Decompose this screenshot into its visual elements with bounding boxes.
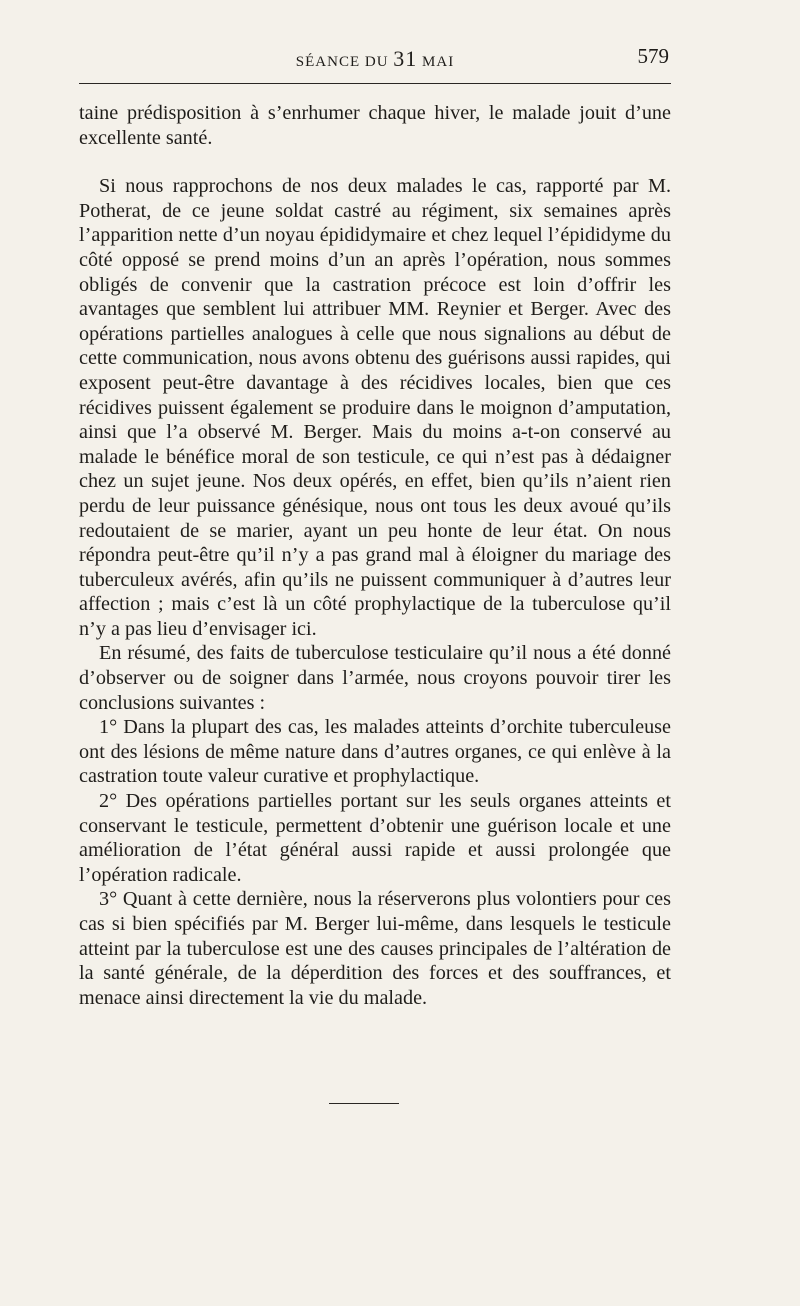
body-text <box>79 101 671 1010</box>
paragraph-summary: En résumé, des faits de tuberculose testiculaire qu’il nous a été donné d’observer ou de soigner dans l’armée, nous croyons pouvoir tirer les conclusions suivantes : <box>79 642 671 714</box>
running-title-part1: SÉANCE DU <box>295 54 394 70</box>
page-header <box>79 44 671 76</box>
end-rule <box>329 1103 399 1104</box>
paragraph-conclusion-2: 2° Des opérations partielles portant sur les seuls organes atteints et conservant le testicule, permettent d’obtenir une guérison locale et une amélioration de l’état général aussi rapide et aussi prolongée que l’opération radicale. <box>79 790 671 886</box>
running-title-day: 31 <box>393 46 418 71</box>
running-title-part2: MAI <box>417 54 455 70</box>
paragraph-continuation: taine prédisposition à s’enrhumer chaque hiver, le malade jouit d’une excellente santé. <box>79 102 671 149</box>
paragraph-conclusion-3: 3° Quant à cette dernière, nous la réserverons plus volontiers pour ces cas si bien spécifiés par M. Berger lui-même, dans lesquels le testicule atteint par la tuberculose est une des causes principales de l’altération de la santé générale, de la déperdition des forces et des souffrances, et menace ainsi directement la vie du malade. <box>79 888 671 1009</box>
running-title <box>79 46 671 72</box>
paragraph-comparison: Si nous rapprochons de nos deux malades le cas, rapporté par M. Potherat, de ce jeune soldat castré au régiment, six semaines après l’apparition nette d’un noyau épididymaire et chez lequel l’épididyme du côté opposé se prend moins d’un an après l’opération, nous sommes obligés de convenir que la castration précoce est loin d’offrir les avantages que semblent lui attribuer MM. Reynier et Berger. Avec des opérations partielles analogues à celle que nous signalions au début de cette communication, nous avons obtenu des guérisons aussi rapides, qui exposent peut-être davantage à des récidives locales, bien que ces récidives puissent également se produire dans le moignon d’amputation, ainsi que l’a observé M. Berger. Mais du moins a-t-on conservé au malade le bénéfice moral de son testicule, ce qui n’est pas à dédaigner chez un sujet jeune. Nos deux opérés, en effet, bien qu’ils n’aient rien perdu de leur puissance génésique, nous ont tous les deux avoué qu’ils redoutaient de se marier, ayant un peu honte de leur état. On nous répondra peut-être qu’il n’y a pas grand mal à éloigner du mariage des tuberculeux avérés, afin qu’ils ne puissent communiquer à d’autres leur affection ; mais c’est là un côté prophylactique de la tuberculose qu’il n’y a pas lieu d’envisager ici. <box>79 175 671 640</box>
page-number: 579 <box>637 44 669 68</box>
header-rule <box>79 83 671 84</box>
paragraph-conclusion-1: 1° Dans la plupart des cas, les malades atteints d’orchite tuberculeuse ont des lésions de même nature dans d’autres organes, ce qui enlève à la castration toute valeur curative et prophylactique. <box>79 716 671 788</box>
